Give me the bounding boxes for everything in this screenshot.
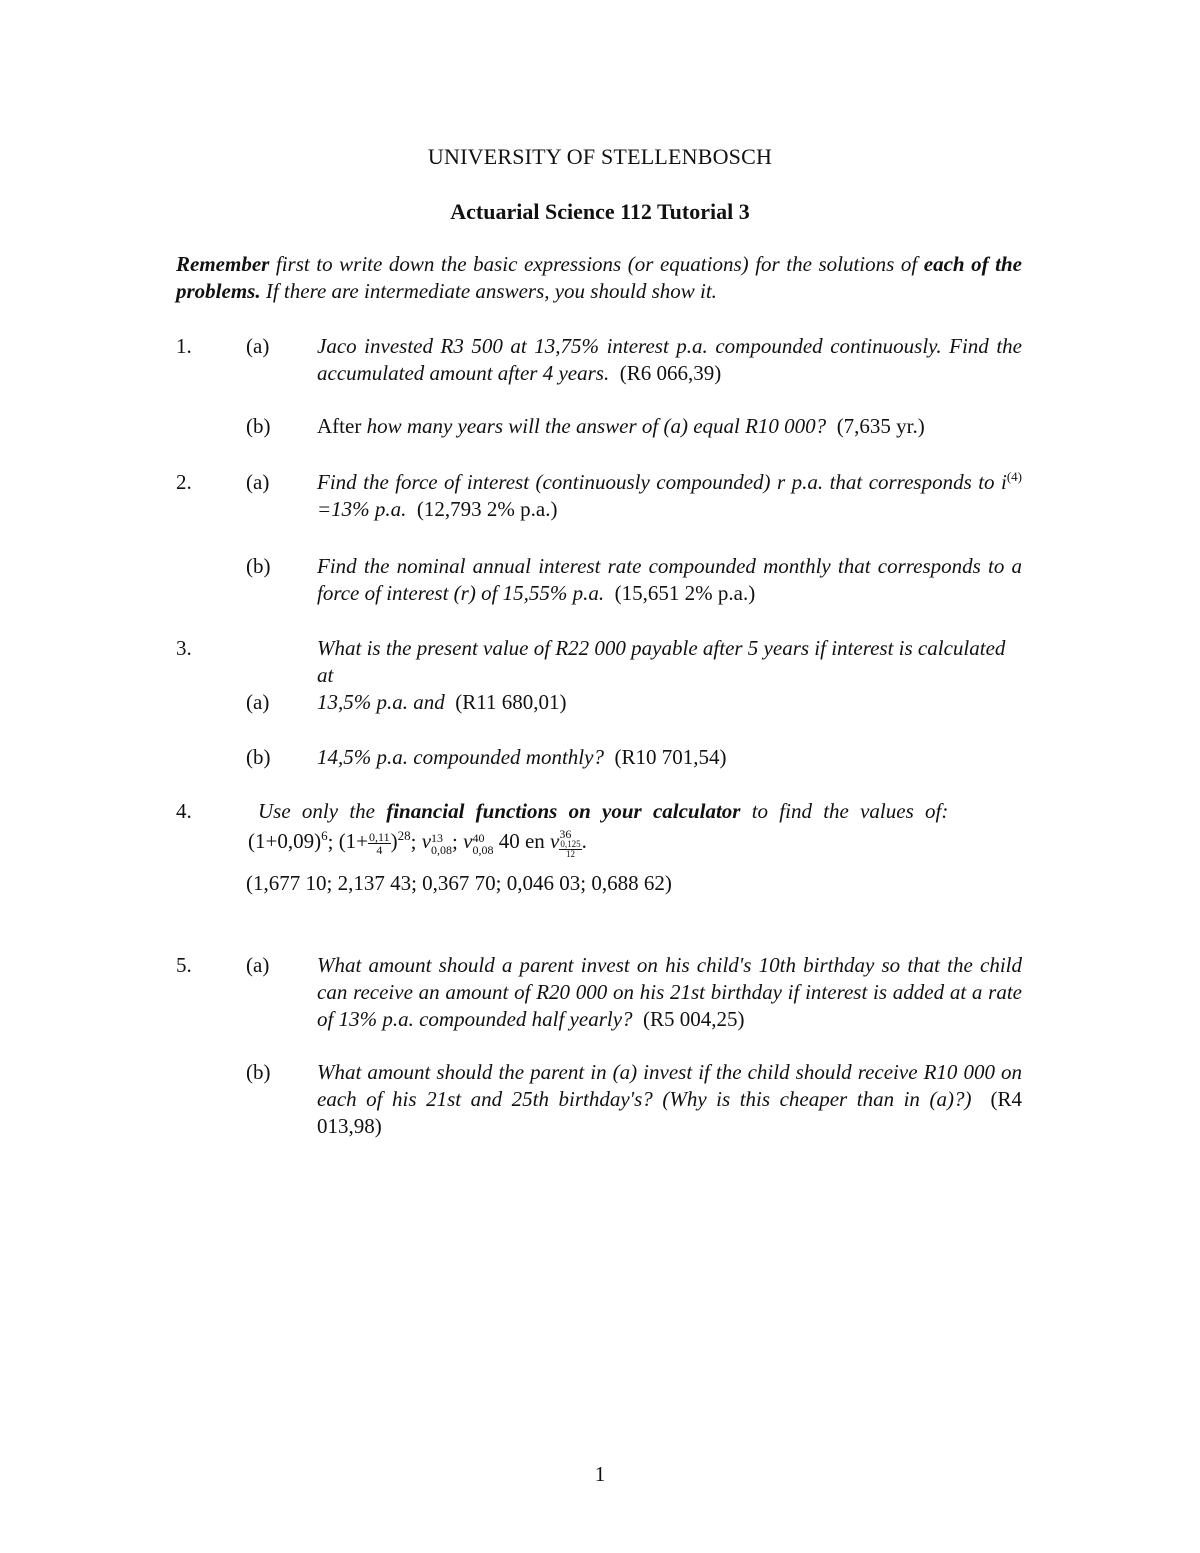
q2a-answer: (12,793 2% p.a.) <box>416 497 558 521</box>
q2b-question: Find the nominal annual interest rate compounded monthly that corresponds to a force of interest (r) of 15,55% p.a. <box>317 554 1022 605</box>
q2b-answer: (15,651 2% p.a.) <box>614 581 756 605</box>
q2a-label: (a) <box>246 470 270 494</box>
q3b-label: (b) <box>246 745 271 769</box>
q4-expr-5-sub-numerator: 0,125 <box>560 839 581 849</box>
q4-expr-3-sup: 13 <box>431 830 444 845</box>
q4-expr-4-tail: 40 en <box>498 829 545 854</box>
q4-expr-2-fraction <box>368 831 391 856</box>
q4-expr-4 <box>463 829 545 857</box>
q5a-answer: (R5 004,25) <box>643 1007 745 1031</box>
q5b-question: What amount should the parent in (a) invest if the child should receive R10 000 on each of his 21st and 25th birthday's? (Why is this cheaper than in (a)?) <box>317 1060 1022 1111</box>
q1b-text <box>317 413 1022 440</box>
q4-expr-1-base: (1+0,09) <box>248 829 322 854</box>
q3a-text <box>317 689 1022 716</box>
q2a-equals: =13% p.a. <box>317 497 407 521</box>
q4-expr-2-open: (1+ <box>338 829 369 854</box>
q4-expr-4-sup: 40 <box>472 830 485 845</box>
q4-number: 4. <box>176 799 192 823</box>
q4-expr-1 <box>248 829 328 853</box>
q4-expr-3-scripts <box>431 832 452 856</box>
q3a-label: (a) <box>246 690 270 714</box>
q2a-question: Find the force of interest (continuously compounded) r p.a. that corresponds to <box>317 470 1001 494</box>
q4-text-end: to find the values of: <box>740 799 949 823</box>
q3a-question: 13,5% p.a. and <box>317 690 445 714</box>
q4-expr-3-v: v <box>421 829 432 854</box>
q2a-i-symbol: i <box>1000 470 1007 494</box>
q4-expr-3 <box>421 829 453 857</box>
q2a-text <box>317 469 1022 523</box>
q4-expr-4-sub: 0,08 <box>472 842 494 857</box>
q5a-text <box>317 952 1022 1033</box>
q4-expr-5-v: v <box>550 829 560 854</box>
q2-number: 2. <box>176 470 192 494</box>
q1b-label: (b) <box>246 414 271 438</box>
q1a-question: Jaco invested R3 500 at 13,75% interest p.a. compounded continuously. Find the accumulated amount after 4 years. <box>317 334 1022 385</box>
intro-lead: Remember <box>176 252 270 276</box>
q4-bold-text: financial functions on your calculator <box>386 799 741 823</box>
q4-expr-5-sub-fraction <box>559 840 581 859</box>
q5b-text <box>317 1059 1022 1140</box>
q4-sep-1: ; <box>327 829 339 854</box>
q4-expressions <box>248 828 1048 859</box>
q2b-text <box>317 553 1022 607</box>
q4-expr-2-denominator: 4 <box>376 843 383 857</box>
q4-expr-5-sub-denominator: 12 <box>565 849 575 859</box>
q5b-answer: (R4 013,98) <box>317 1087 1023 1138</box>
q4-expr-5-sup: 36 <box>559 827 572 841</box>
q2b-label: (b) <box>246 554 271 578</box>
q4-expr-2-close: ) <box>390 829 398 854</box>
q2a-i-superscript: (4) <box>1006 469 1022 484</box>
q3b-question: 14,5% p.a. compounded monthly? <box>317 745 604 769</box>
q4-expr-3-sub: 0,08 <box>431 842 453 857</box>
q1a-text <box>317 333 1022 387</box>
q5a-label: (a) <box>246 953 270 977</box>
q3b-answer: (R10 701,54) <box>614 745 727 769</box>
q4-expr-5-scripts <box>559 828 581 859</box>
q4-instruction <box>258 798 1022 825</box>
q1b-prefix: After <box>317 414 362 438</box>
q5b-label: (b) <box>246 1060 271 1084</box>
q1-number: 1. <box>176 334 192 358</box>
q4-answers: (1,677 10; 2,137 43; 0,367 70; 0,046 03; 0,688 62) <box>246 871 672 895</box>
q3b-text <box>317 744 1022 771</box>
tutorial-title: Actuarial Science 112 Tutorial 3 <box>450 199 750 224</box>
q4-expr-2-numerator: 0,11 <box>369 830 390 844</box>
page-number: 1 <box>594 1462 606 1486</box>
q4-expr-2-exp: 28 <box>397 828 411 844</box>
university-heading: UNIVERSITY OF STELLENBOSCH <box>427 144 773 169</box>
intro-line1: first to write down the basic expressions (or equations) for the solutions of <box>269 252 918 276</box>
q3-text: What is the present value of R22 000 payable after 5 years if interest is calculated at <box>317 636 1006 687</box>
q5a-question: What amount should a parent invest on his child's 10th birthday so that the child can receive an amount of R20 000 on his 21st birthday if interest is added at a rate of 13% p.a. compounded half yearly? <box>317 953 1022 1031</box>
q4-expr-1-exp: 6 <box>321 828 328 844</box>
q5-number: 5. <box>176 953 192 977</box>
q1b-answer: (7,635 yr.) <box>836 414 925 438</box>
q3a-answer: (R11 680,01) <box>455 690 567 714</box>
q4-sep-2: ; <box>410 829 422 854</box>
q4-sep-3: ; <box>452 829 464 854</box>
q1a-answer: (R6 066,39) <box>619 361 722 385</box>
intro-line2: If there are intermediate answers, you should show it. <box>260 279 717 303</box>
q4-expr-4-v: v <box>463 829 473 854</box>
intro-instructions <box>176 251 1022 305</box>
q4-text-start: Use only the <box>258 799 387 823</box>
q4-expr-5: v 36 0,125 12 . <box>550 827 587 859</box>
q1b-question: how many years will the answer of (a) equal R10 000? <box>361 414 827 438</box>
q3-number: 3. <box>176 636 192 660</box>
q4-expr-2 <box>338 828 411 857</box>
intro-bold-part: each of the problems. <box>176 252 1022 303</box>
q1a-label: (a) <box>246 334 270 358</box>
q4-expr-4-scripts <box>472 832 493 856</box>
